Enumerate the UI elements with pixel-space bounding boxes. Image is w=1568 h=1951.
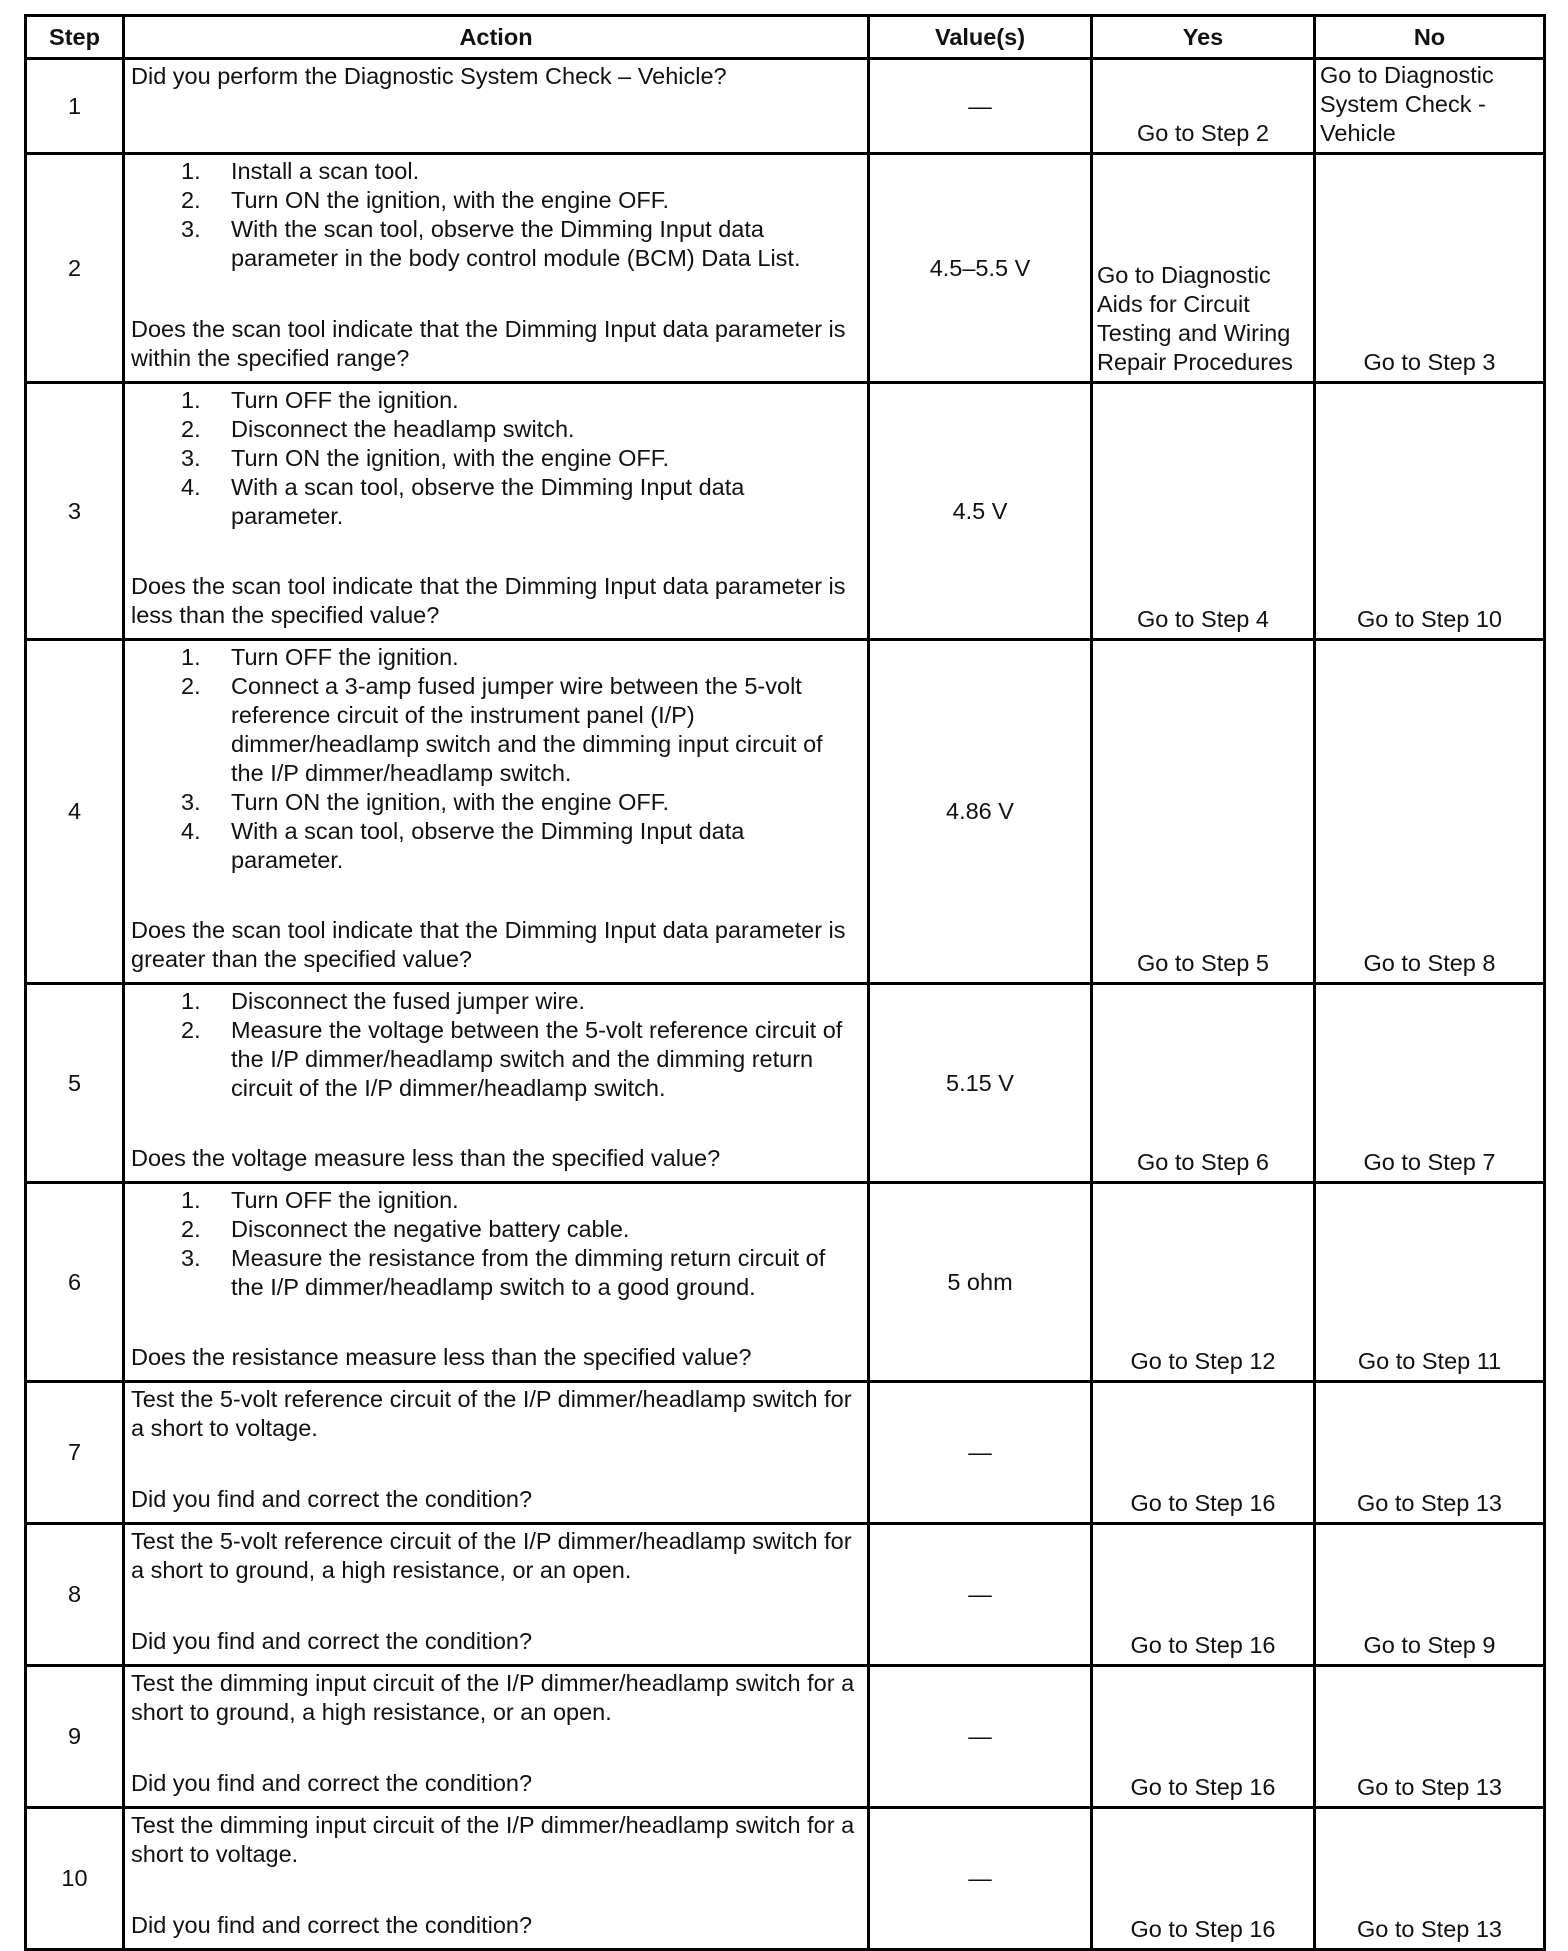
- action-step-item: [131, 1016, 861, 1103]
- action-step-text: Turn ON the ignition, with the engine OFF.: [231, 445, 670, 471]
- action-step-text: Connect a 3-amp fused jumper wire between the 5-volt reference circuit of the instrument panel (I/P) dimmer/headlamp switch and the dimming input circuit of the I/P dimmer/headlamp switch.: [231, 673, 823, 786]
- value-cell: —: [869, 59, 1092, 154]
- action-step-item: [131, 186, 861, 215]
- table-row: [26, 1382, 1545, 1524]
- yes-cell: Go to Diagnostic Aids for Circuit Testing and Wiring Repair Procedures: [1092, 154, 1315, 383]
- value-cell: —: [869, 1808, 1092, 1950]
- action-question: Does the voltage measure less than the specified value?: [131, 1145, 721, 1171]
- table-row: [26, 1666, 1545, 1808]
- action-step-item: [131, 157, 861, 186]
- action-step-number: 1.: [181, 1187, 201, 1213]
- table-row: [26, 154, 1545, 383]
- action-step-number: 3.: [181, 1245, 201, 1271]
- action-question: Does the resistance measure less than the specified value?: [131, 1344, 752, 1370]
- header-row: [26, 16, 1545, 59]
- action-step-item: [131, 817, 861, 875]
- action-intro: Test the dimming input circuit of the I/P dimmer/headlamp switch for a short to voltage.: [131, 1812, 855, 1867]
- action-step-number: 2.: [181, 1216, 201, 1242]
- action-step-item: [131, 1186, 861, 1215]
- action-step-number: 2.: [181, 416, 201, 442]
- no-cell: Go to Diagnostic System Check - Vehicle: [1315, 59, 1545, 154]
- action-steps-list: [131, 643, 861, 875]
- no-cell: Go to Step 8: [1315, 640, 1545, 984]
- action-step-text: Turn ON the ignition, with the engine OFF.: [231, 789, 670, 815]
- action-step-text: Turn OFF the ignition.: [231, 1187, 459, 1213]
- action-step-item: [131, 788, 861, 817]
- no-cell: Go to Step 13: [1315, 1382, 1545, 1524]
- step-number: 7: [26, 1382, 124, 1524]
- action-step-number: 3.: [181, 216, 201, 242]
- action-step-item: [131, 444, 861, 473]
- step-number: 8: [26, 1524, 124, 1666]
- action-step-number: 1.: [181, 644, 201, 670]
- action-step-text: Measure the resistance from the dimming return circuit of the I/P dimmer/headlamp switch to a good ground.: [231, 1245, 826, 1300]
- action-question: Did you find and correct the condition?: [131, 1486, 533, 1512]
- value-cell: 4.5 V: [869, 383, 1092, 640]
- action-step-text: Disconnect the fused jumper wire.: [231, 988, 585, 1014]
- step-number: 4: [26, 640, 124, 984]
- action-step-item: [131, 672, 861, 788]
- action-cell: [124, 1808, 869, 1950]
- action-step-number: 2.: [181, 187, 201, 213]
- action-step-text: Turn OFF the ignition.: [231, 644, 459, 670]
- action-step-text: With a scan tool, observe the Dimming Input data parameter.: [231, 474, 745, 529]
- action-cell: [124, 640, 869, 984]
- yes-cell: Go to Step 2: [1092, 59, 1315, 154]
- header-step: Step: [26, 16, 124, 59]
- action-cell: [124, 154, 869, 383]
- action-steps-list: [131, 157, 861, 273]
- step-number: 10: [26, 1808, 124, 1950]
- action-step-text: Disconnect the headlamp switch.: [231, 416, 575, 442]
- action-step-number: 3.: [181, 789, 201, 815]
- value-cell: 4.86 V: [869, 640, 1092, 984]
- value-cell: 5 ohm: [869, 1183, 1092, 1382]
- action-step-number: 4.: [181, 818, 201, 844]
- action-steps-list: [131, 1186, 861, 1302]
- action-step-item: [131, 473, 861, 531]
- action-step-text: Measure the voltage between the 5-volt reference circuit of the I/P dimmer/headlamp switch and the dimming return circuit of the I/P dimmer/headlamp switch.: [231, 1017, 843, 1101]
- action-intro: Test the 5-volt reference circuit of the I/P dimmer/headlamp switch for a short to ground, a high resistance, or an open.: [131, 1528, 852, 1583]
- table-row: [26, 1524, 1545, 1666]
- action-step-number: 2.: [181, 1017, 201, 1043]
- no-cell: Go to Step 3: [1315, 154, 1545, 383]
- table-body: [26, 59, 1545, 1950]
- action-question: Does the scan tool indicate that the Dimming Input data parameter is within the specified range?: [131, 316, 846, 371]
- step-number: 2: [26, 154, 124, 383]
- header-no: No: [1315, 16, 1545, 59]
- action-step-text: Turn OFF the ignition.: [231, 387, 459, 413]
- action-step-item: [131, 987, 861, 1016]
- yes-cell: Go to Step 16: [1092, 1808, 1315, 1950]
- action-step-text: With the scan tool, observe the Dimming Input data parameter in the body control module (BCM) Data List.: [231, 216, 801, 271]
- action-step-text: Turn ON the ignition, with the engine OFF.: [231, 187, 670, 213]
- no-cell: Go to Step 10: [1315, 383, 1545, 640]
- action-step-item: [131, 386, 861, 415]
- yes-cell: Go to Step 16: [1092, 1382, 1315, 1524]
- action-question: Did you find and correct the condition?: [131, 1628, 533, 1654]
- value-cell: 4.5–5.5 V: [869, 154, 1092, 383]
- step-number: 3: [26, 383, 124, 640]
- action-step-text: With a scan tool, observe the Dimming Input data parameter.: [231, 818, 745, 873]
- yes-cell: Go to Step 16: [1092, 1666, 1315, 1808]
- action-cell: [124, 59, 869, 154]
- yes-cell: Go to Step 12: [1092, 1183, 1315, 1382]
- action-cell: [124, 1524, 869, 1666]
- action-cell: [124, 383, 869, 640]
- action-question: Did you find and correct the condition?: [131, 1770, 533, 1796]
- diagnostic-table: [24, 14, 1546, 1951]
- value-cell: —: [869, 1524, 1092, 1666]
- action-cell: [124, 1382, 869, 1524]
- step-number: 9: [26, 1666, 124, 1808]
- no-cell: Go to Step 9: [1315, 1524, 1545, 1666]
- table-row: [26, 59, 1545, 154]
- action-step-number: 1.: [181, 387, 201, 413]
- table-row: [26, 383, 1545, 640]
- header-values: Value(s): [869, 16, 1092, 59]
- action-intro: Test the 5-volt reference circuit of the I/P dimmer/headlamp switch for a short to voltage.: [131, 1386, 852, 1441]
- step-number: 5: [26, 984, 124, 1183]
- action-cell: [124, 1183, 869, 1382]
- table-row: [26, 1183, 1545, 1382]
- yes-cell: Go to Step 16: [1092, 1524, 1315, 1666]
- value-cell: 5.15 V: [869, 984, 1092, 1183]
- action-cell: [124, 1666, 869, 1808]
- value-cell: —: [869, 1382, 1092, 1524]
- action-step-number: 4.: [181, 474, 201, 500]
- action-step-item: [131, 643, 861, 672]
- action-step-number: 2.: [181, 673, 201, 699]
- step-number: 6: [26, 1183, 124, 1382]
- step-number: 1: [26, 59, 124, 154]
- header-yes: Yes: [1092, 16, 1315, 59]
- action-step-item: [131, 415, 861, 444]
- yes-cell: Go to Step 6: [1092, 984, 1315, 1183]
- action-question: Did you find and correct the condition?: [131, 1912, 533, 1938]
- value-cell: —: [869, 1666, 1092, 1808]
- no-cell: Go to Step 11: [1315, 1183, 1545, 1382]
- action-step-text: Install a scan tool.: [231, 158, 420, 184]
- action-intro: Test the dimming input circuit of the I/P dimmer/headlamp switch for a short to ground, a high resistance, or an open.: [131, 1670, 855, 1725]
- action-step-item: [131, 1215, 861, 1244]
- table-row: [26, 984, 1545, 1183]
- action-step-item: [131, 215, 861, 273]
- table-row: [26, 1808, 1545, 1950]
- yes-cell: Go to Step 5: [1092, 640, 1315, 984]
- action-steps-list: [131, 987, 861, 1103]
- no-cell: Go to Step 7: [1315, 984, 1545, 1183]
- header-action: Action: [124, 16, 869, 59]
- action-step-number: 1.: [181, 158, 201, 184]
- action-step-item: [131, 1244, 861, 1302]
- yes-cell: Go to Step 4: [1092, 383, 1315, 640]
- no-cell: Go to Step 13: [1315, 1808, 1545, 1950]
- table-row: [26, 640, 1545, 984]
- action-step-text: Disconnect the negative battery cable.: [231, 1216, 630, 1242]
- no-cell: Go to Step 13: [1315, 1666, 1545, 1808]
- action-intro: Did you perform the Diagnostic System Check – Vehicle?: [131, 63, 727, 89]
- action-question: Does the scan tool indicate that the Dimming Input data parameter is greater than the specified value?: [131, 917, 846, 972]
- action-steps-list: [131, 386, 861, 531]
- action-step-number: 1.: [181, 988, 201, 1014]
- action-question: Does the scan tool indicate that the Dimming Input data parameter is less than the specified value?: [131, 573, 846, 628]
- action-step-number: 3.: [181, 445, 201, 471]
- action-cell: [124, 984, 869, 1183]
